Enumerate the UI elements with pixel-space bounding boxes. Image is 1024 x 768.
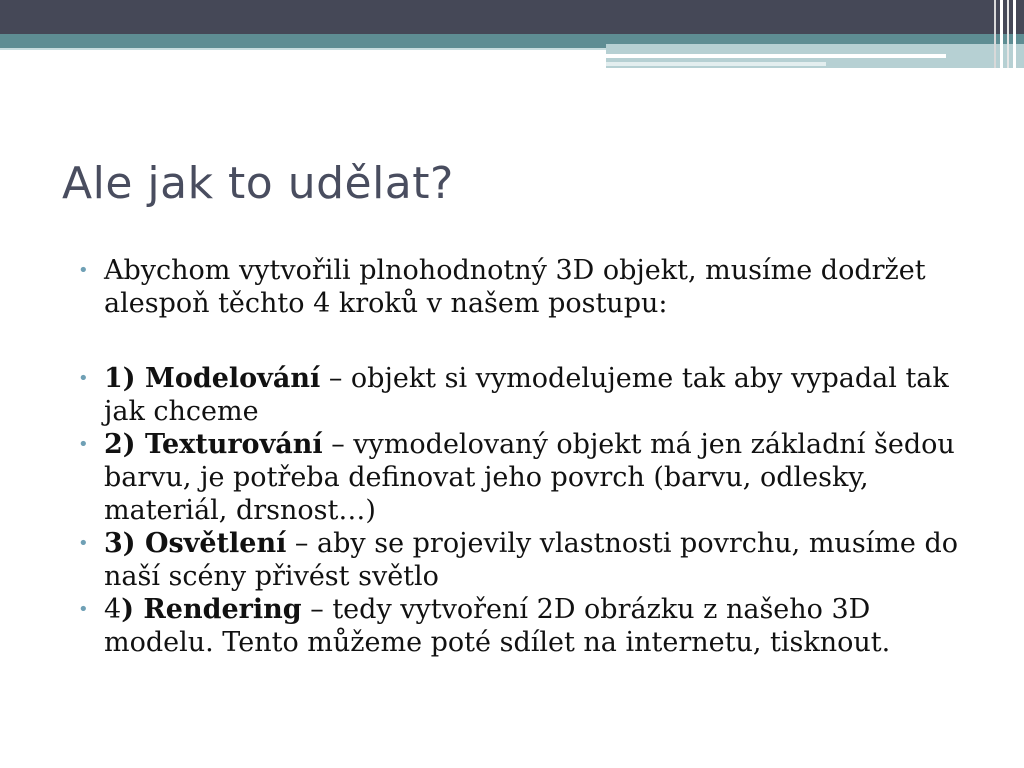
step-label: 3) Osvětlení xyxy=(104,528,287,559)
step-text: – tedy vytvoření 2D obrázku z našeho 3D modelu. Tento můžeme poté sdílet na internetu, tisknout. xyxy=(104,594,891,658)
bullet-icon: • xyxy=(78,434,89,455)
slide-title: Ale jak to udělat? xyxy=(62,158,454,209)
bullet-icon: • xyxy=(78,260,89,281)
step-text: – objekt si vymodelujeme tak aby vypadal tak jak chceme xyxy=(104,363,949,427)
step-prefix: 4 xyxy=(104,594,122,625)
header-stripe xyxy=(994,0,996,68)
step-text: – vymodelovaný objekt má jen základní šedou barvu, je potřeba definovat jeho povrch (barvu, odlesky, materiál, drsnost…) xyxy=(104,429,955,526)
header-accent-line xyxy=(606,54,946,58)
step-text: – aby se projevily vlastnosti povrchu, musíme do naší scény přivést světlo xyxy=(104,528,959,592)
step-label: 2) Texturování xyxy=(104,429,323,460)
header-stripe xyxy=(1013,0,1016,68)
bullet-icon: • xyxy=(78,533,89,554)
intro-text: Abychom vytvořili plnohodnotný 3D objekt, musíme dodržet alespoň těchto 4 kroků v našem postupu: xyxy=(104,255,926,319)
bullet-icon: • xyxy=(78,599,89,620)
list-item-intro xyxy=(76,254,976,320)
header-stripe xyxy=(1007,0,1009,68)
header-accent-line-2 xyxy=(606,62,826,66)
header-band-dark xyxy=(0,0,1024,34)
header-band-pale-left xyxy=(0,48,606,50)
bullet-icon: • xyxy=(78,368,89,389)
list-item-step-3 xyxy=(76,527,976,593)
step-label: 1) Modelování xyxy=(104,363,321,394)
list-item-step-4 xyxy=(76,593,976,659)
step-label: ) Rendering xyxy=(121,594,302,625)
bullet-list xyxy=(76,254,976,659)
header-stripe xyxy=(1000,0,1003,68)
list-item-step-1 xyxy=(76,362,976,428)
list-item-step-2 xyxy=(76,428,976,527)
